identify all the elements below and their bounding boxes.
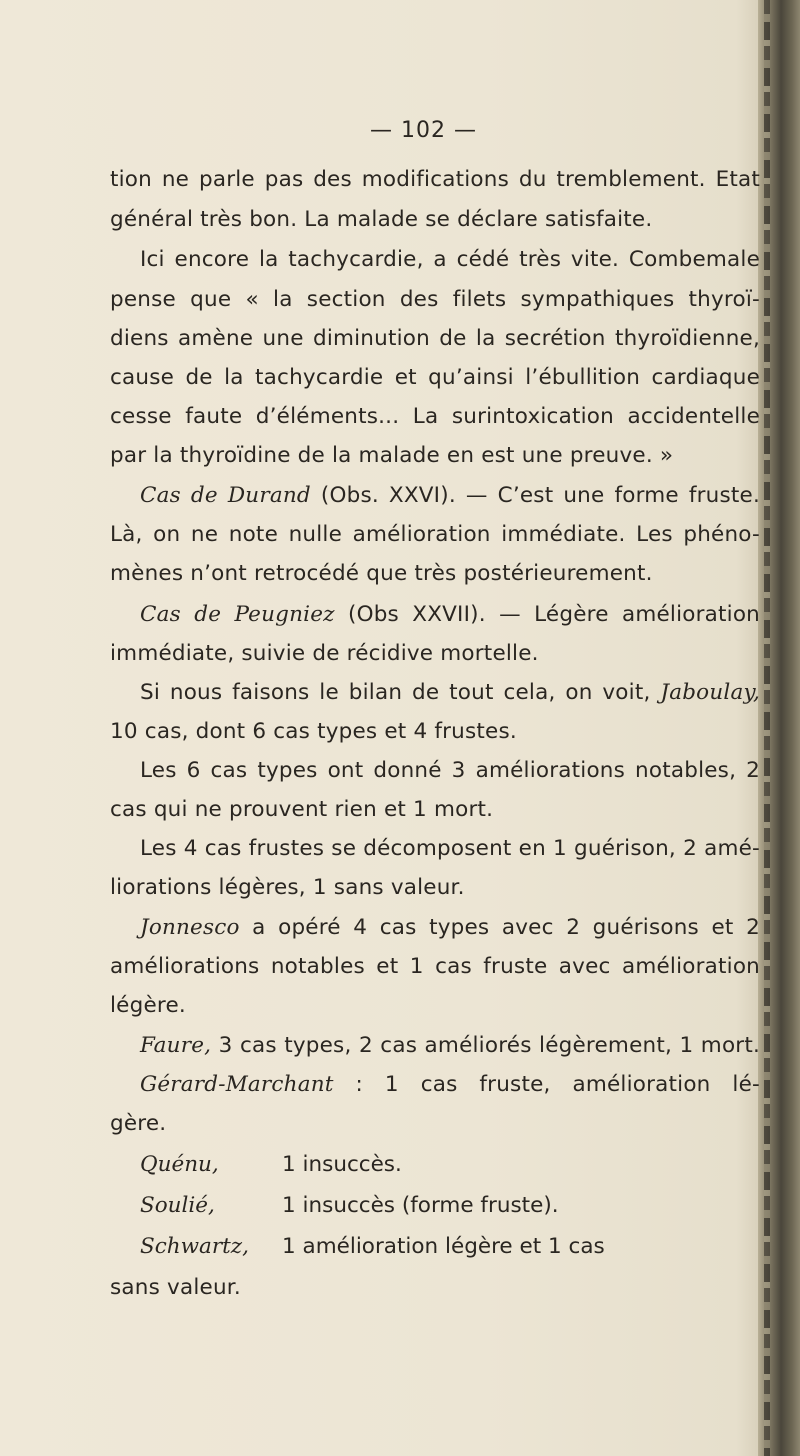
case-name: Cas de Peugniez [140,602,335,627]
text-line: Cas de Peugniez (Obs XXVII). — Légère amélioration [140,602,760,627]
text-line: Les 4 cas frustes se décomposent en 1 guérison, 2 amé- [140,836,760,861]
surgeon-name: Quénu, [140,1152,219,1177]
surgeon-name: Gérard-Marchant [140,1072,334,1097]
text-line: pense que « la section des filets sympathiques thyroï- [110,287,760,312]
case-name: Cas de Durand [140,483,311,508]
text-line: Si nous faisons le bilan de tout cela, on voit, Jaboulay, [140,680,760,705]
text-line: sans valeur. [110,1275,241,1300]
text-line: immédiate, suivie de récidive mortelle. [110,641,539,666]
surgeon-name: Schwartz, [140,1234,249,1259]
text-line: général très bon. La malade se déclare satisfaite. [110,207,653,232]
text-line: Gérard-Marchant : 1 cas fruste, amélioration lé- [140,1072,760,1097]
text-line: tion ne parle pas des modifications du tremblement. Etat [110,167,760,192]
text-line: par la thyroïdine de la malade en est une preuve. » [110,443,674,468]
text-line: gère. [110,1111,167,1136]
surgeon-name: Faure, [140,1033,212,1058]
text-line: légère. [110,993,186,1018]
text-line: cas qui ne prouvent rien et 1 mort. [110,797,494,822]
text-line: Jonnesco a opéré 4 cas types avec 2 guérisons et 2 [140,915,760,940]
text-line: Cas de Durand (Obs. XXVI). — C’est une forme fruste. [140,483,760,508]
text-line: Faure, 3 cas types, 2 cas améliorés légèrement, 1 mort. [140,1033,760,1058]
text-line: améliorations notables et 1 cas fruste avec amélioration [110,954,760,979]
surgeon-name: Jaboulay, [660,680,760,705]
result-text: 1 amélioration légère et 1 cas [282,1234,605,1259]
text-line: cesse faute d’éléments... La surintoxication accidentelle [110,404,760,429]
text-line: diens amène une diminution de la secrétion thyroïdienne, [110,326,760,351]
text-line: Là, on ne note nulle amélioration immédiate. Les phéno- [110,522,760,547]
surgeon-name: Jonnesco [140,915,240,940]
surgeon-name: Soulié, [140,1193,215,1218]
text-line: mènes n’ont retrocédé que très postérieurement. [110,561,653,586]
result-text: 1 insuccès (forme fruste). [282,1193,559,1218]
page-number: — 102 — [370,118,477,143]
result-text: 1 insuccès. [282,1152,402,1177]
text-line: liorations légères, 1 sans valeur. [110,875,465,900]
text-line: cause de la tachycardie et qu’ainsi l’ébullition cardiaque [110,365,760,390]
page-binding-edge [758,0,800,1456]
text-line: 10 cas, dont 6 cas types et 4 frustes. [110,719,517,744]
text-line: Les 6 cas types ont donné 3 améliorations notables, 2 [140,758,760,783]
text-line: Ici encore la tachycardie, a cédé très vite. Combemale [140,247,760,272]
